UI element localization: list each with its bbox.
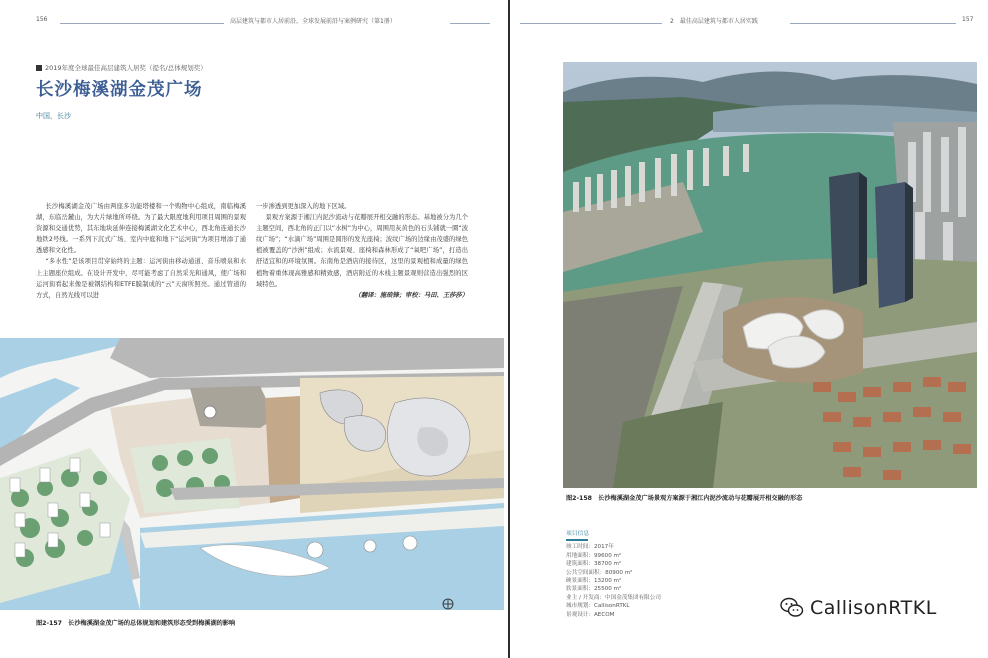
info-item: 用地面积：99600 m² [566, 552, 622, 559]
aerial-photo [563, 62, 977, 488]
right-running-header: 2 最佳高层建筑与都市人居实践 [670, 18, 758, 25]
project-info-heading: 项目信息 [566, 531, 590, 537]
watermark-text: CallisonRTKL [810, 597, 937, 619]
paragraph: 长沙梅溪湖金茂广场由两座多功能塔楼和一个购物中心组成，南临梅溪湖，东临岳麓山，为大片绿地所环绕。为了最大限度地利用项目周围的景观资源和交通优势，其东地块延伸连接梅溪湖文化艺术中心，西北角连通长沙地铁2号线。一系列下沉式广场、室内中庭和地下“运河街”为项目增添了通透感和文化性。 [36, 203, 246, 255]
location-label: 中国，长沙 [36, 112, 71, 120]
paragraph: “多水性”是该项目贯穿始终的主题：运河街由移动通道、音乐喷泉和水上主题座位组成。在设计开发中，尽可能考虑了自然采光和通风，使广场和运河街看起来像是被钢结构和ETFE膜制成的“云”天窗所照亮。通过管道的方式，自然光线可以进 [36, 258, 246, 299]
paragraph: 景观方案源于湘江内泥沙流动与花瓣展开相交融的形态。基地被分为几个主题空间，西北角的正门以“水树”为中心，周围用灰黄色的石头铺就一圈“波纹广场”；“水滴广场”周围是圆形的发光座椅；波纹广场的边缘由茂盛的绿色植被覆盖的“沙洲”组成；水流景观、座椅和森林形成了“氧吧广场”，打造出舒适宜和的环境氛围。东南角是酒店的接待区，这里的景观植和成量的绿色植物着重体现高雅感和精致感，酒店附近的木栈主题景观则营造出强烈的区域特色。 [256, 214, 468, 288]
info-item: 软景面积：25500 m² [566, 586, 622, 593]
left-page-number: 156 [36, 16, 48, 23]
header-rule [450, 23, 490, 24]
project-info-rule [566, 539, 588, 541]
figure-caption-158: 图2-158 长沙梅溪湖金茂广场景观方案源于湘江内泥沙流动与花瓣展开相交融的形态 [566, 495, 803, 502]
info-item: 业主 / 开发商：中国金茂集团有限公司 [566, 594, 661, 601]
info-item: 建筑面积：38700 m² [566, 561, 622, 568]
body-column-2 [256, 201, 468, 301]
page-title: 长沙梅溪湖金茂广场 [36, 80, 203, 100]
award-tag: 2019年度全球最佳高层建筑人居奖（提名/总体规划奖） [36, 63, 207, 72]
body-column-1 [36, 201, 246, 301]
right-page-number: 157 [962, 16, 974, 23]
header-rule [520, 23, 662, 24]
site-plan-image [0, 338, 504, 610]
watermark [780, 597, 937, 619]
figure-caption-157: 图2-157 长沙梅溪湖金茂广场的总体规划和建筑形态受到梅溪湖的影响 [36, 620, 236, 627]
paragraph: 一步渗透到更加深入的地下区域。 [256, 203, 351, 210]
wechat-icon [780, 597, 804, 619]
info-item: 公共空间面积：80900 m² [566, 569, 633, 576]
info-item: 竣工时间：2017年 [566, 544, 614, 551]
info-item: 硬景面积：13200 m² [566, 578, 622, 585]
translation-credit: （翻译：施琅锋；审校：马田、王莎莎） [354, 291, 468, 299]
info-item: 景观设计：AECOM [566, 611, 615, 618]
header-rule [790, 23, 956, 24]
left-running-header: 高层建筑与都市人居前沿，全球发展前沿与案例研究（第1册） [230, 18, 396, 25]
info-item: 城市规划：CallisonRTKL [566, 603, 630, 610]
project-info [566, 530, 661, 619]
header-rule [60, 23, 224, 24]
